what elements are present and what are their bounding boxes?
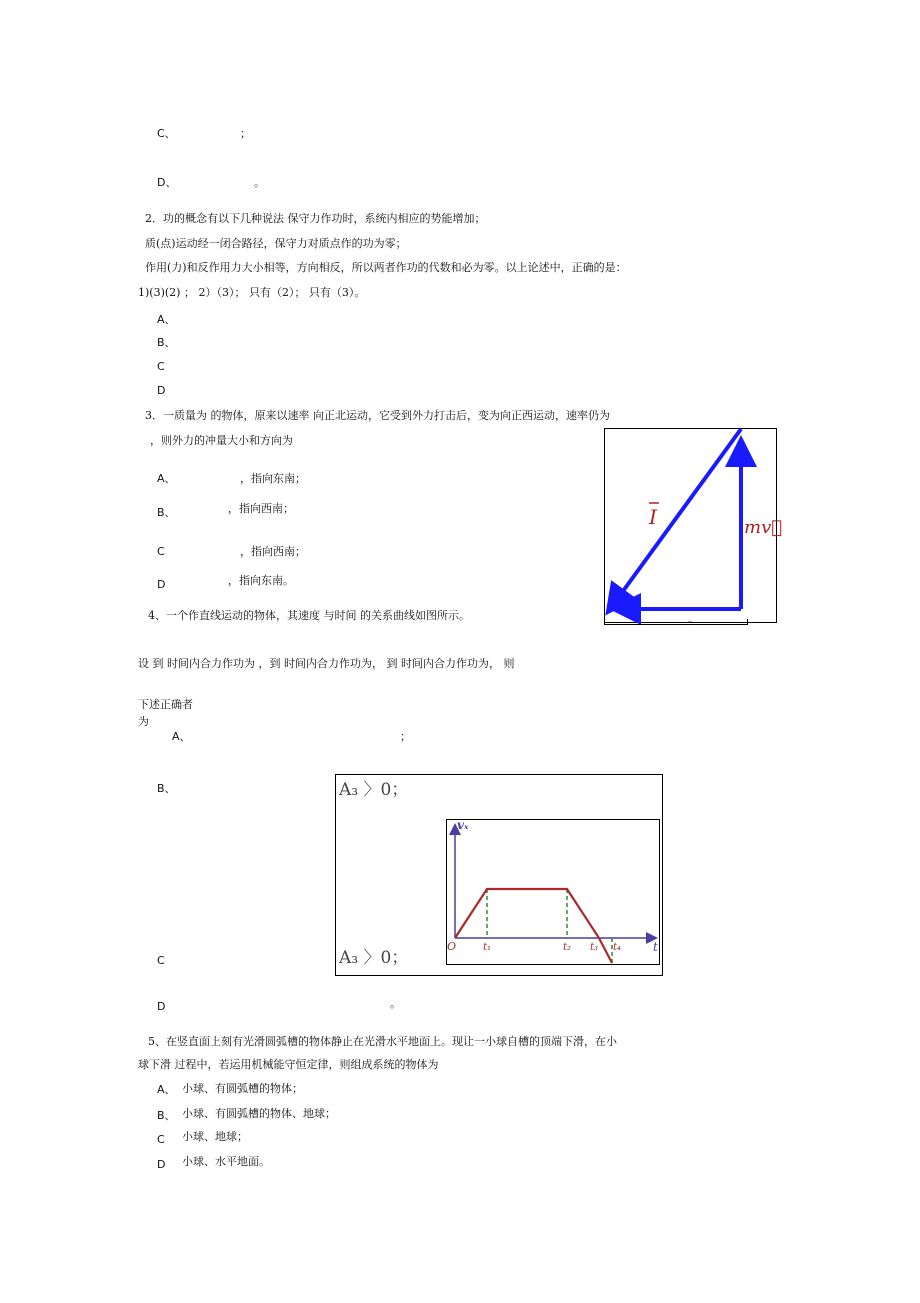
momentum-label: mv⃗ bbox=[744, 517, 783, 538]
q4-stem-line3b: 为 bbox=[138, 715, 149, 728]
q4-option-d-label: D bbox=[157, 1000, 166, 1013]
q4-a3-top-text: A₃ 〉0； bbox=[339, 780, 409, 800]
q4-velocity-plot bbox=[447, 820, 659, 964]
q5-option-a-text: 小球、有圆弧槽的物体； bbox=[182, 1082, 303, 1095]
q3-option-a-text: ，指向东南； bbox=[240, 472, 306, 485]
q3-option-d-text: ，指向东南。 bbox=[228, 574, 294, 587]
q2-stem-line3: 作用(力)和反作用力大小相等，方向相反，所以两者作功的代数和必为零。以上论述中，正确的是： bbox=[145, 261, 627, 274]
q5-option-b-text: 小球、有圆弧槽的物体、地球； bbox=[182, 1107, 336, 1120]
q5-option-c-label: C bbox=[157, 1133, 165, 1146]
v-axis-label: vₓ bbox=[457, 818, 469, 832]
q2-option-c: C bbox=[157, 360, 165, 373]
q5-option-a-label: A、 bbox=[157, 1083, 176, 1096]
impulse-label: I bbox=[649, 505, 657, 529]
tick-t2: t₂ bbox=[563, 942, 572, 953]
q4-stem-line2: 设 到 时间内合力作功为 ，到 时间内合力作功为， 到 时间内合力作功为， 则 bbox=[138, 657, 515, 670]
tick-t4: t₄ bbox=[613, 942, 622, 953]
q3-stem-line1: 3．一质量为 的物体，原来以速率 向正北运动，它受到外力打击后，变为向正西运动，速率仍为 bbox=[145, 409, 610, 422]
q4-option-a-label: A、 bbox=[172, 730, 191, 743]
q1-option-d-label: D、 bbox=[157, 176, 177, 189]
q4-option-c-label: C bbox=[157, 954, 165, 967]
q4-stem-line3a: 下述正确者 bbox=[138, 698, 193, 711]
q1-option-d-end: 。 bbox=[254, 176, 265, 189]
q4-velocity-chart bbox=[446, 819, 660, 965]
q5-option-c-text: 小球、地球； bbox=[182, 1130, 248, 1143]
q2-stem-line4: 1)(3)(2) ； 2）（3）； 只有（2）； 只有（3）。 bbox=[138, 286, 366, 299]
q2-option-d: D bbox=[157, 384, 166, 397]
q4-stem-line1: 4、一个作直线运动的物体，其速度 与时间 的关系曲线如图所示。 bbox=[148, 609, 470, 622]
q3-option-c-text: ，指向西南； bbox=[240, 545, 306, 558]
q3-option-a-label: A、 bbox=[157, 472, 176, 485]
q3-vector-diagram bbox=[605, 429, 783, 622]
q5-option-b-label: B、 bbox=[157, 1109, 176, 1122]
q3-option-d-label: D bbox=[157, 578, 166, 591]
q4-a3-bottom-text: A₃ 〉0； bbox=[339, 948, 409, 968]
q3-figure-bottom-mark: – bbox=[688, 617, 693, 627]
q3-option-b-label: B、 bbox=[157, 506, 176, 519]
origin-label: O bbox=[447, 940, 457, 953]
q4-option-d-text: 。 bbox=[390, 997, 401, 1010]
q3-option-c-label: C bbox=[157, 545, 165, 558]
q2-option-a: A、 bbox=[157, 313, 176, 326]
q1-option-c-end: ； bbox=[240, 127, 251, 140]
t-axis-label: t bbox=[653, 940, 658, 954]
q3-stem-line2: ，则外力的冲量大小和方向为 bbox=[150, 434, 293, 447]
velocity-curve bbox=[455, 889, 612, 963]
q1-option-c-label: C、 bbox=[157, 127, 176, 140]
q3-vector-figure bbox=[604, 428, 783, 623]
q5-stem-line2: 球下滑 过程中，若运用机械能守恒定律，则组成系统的物体为 bbox=[138, 1058, 439, 1071]
q5-option-d-label: D bbox=[157, 1158, 166, 1171]
q2-stem-line2: 质(点)运动经一闭合路径，保守力对质点作的功为零； bbox=[145, 237, 407, 250]
q4-option-a-text: ； bbox=[400, 730, 411, 743]
tick-t1: t₁ bbox=[483, 942, 492, 953]
q3-figure-underbar bbox=[604, 619, 748, 625]
q5-option-d-text: 小球、水平地面。 bbox=[182, 1155, 270, 1168]
q2-option-b: B、 bbox=[157, 336, 176, 349]
q4-figure-frame bbox=[335, 774, 663, 976]
q5-stem-line1: 5、在竖直面上刻有光滑圆弧槽的物体静止在光滑水平地面上。现让一小球自槽的顶端下滑，在小 bbox=[148, 1035, 617, 1048]
q4-option-b-label: B、 bbox=[157, 782, 176, 795]
q3-option-b-text: ，指向西南； bbox=[228, 502, 294, 515]
tick-t3: t₃ bbox=[590, 942, 599, 953]
impulse-vector bbox=[610, 429, 741, 609]
q2-stem-line1: 2．功的概念有以下几种说法 保守力作功时，系统内相应的势能增加； bbox=[145, 212, 486, 225]
